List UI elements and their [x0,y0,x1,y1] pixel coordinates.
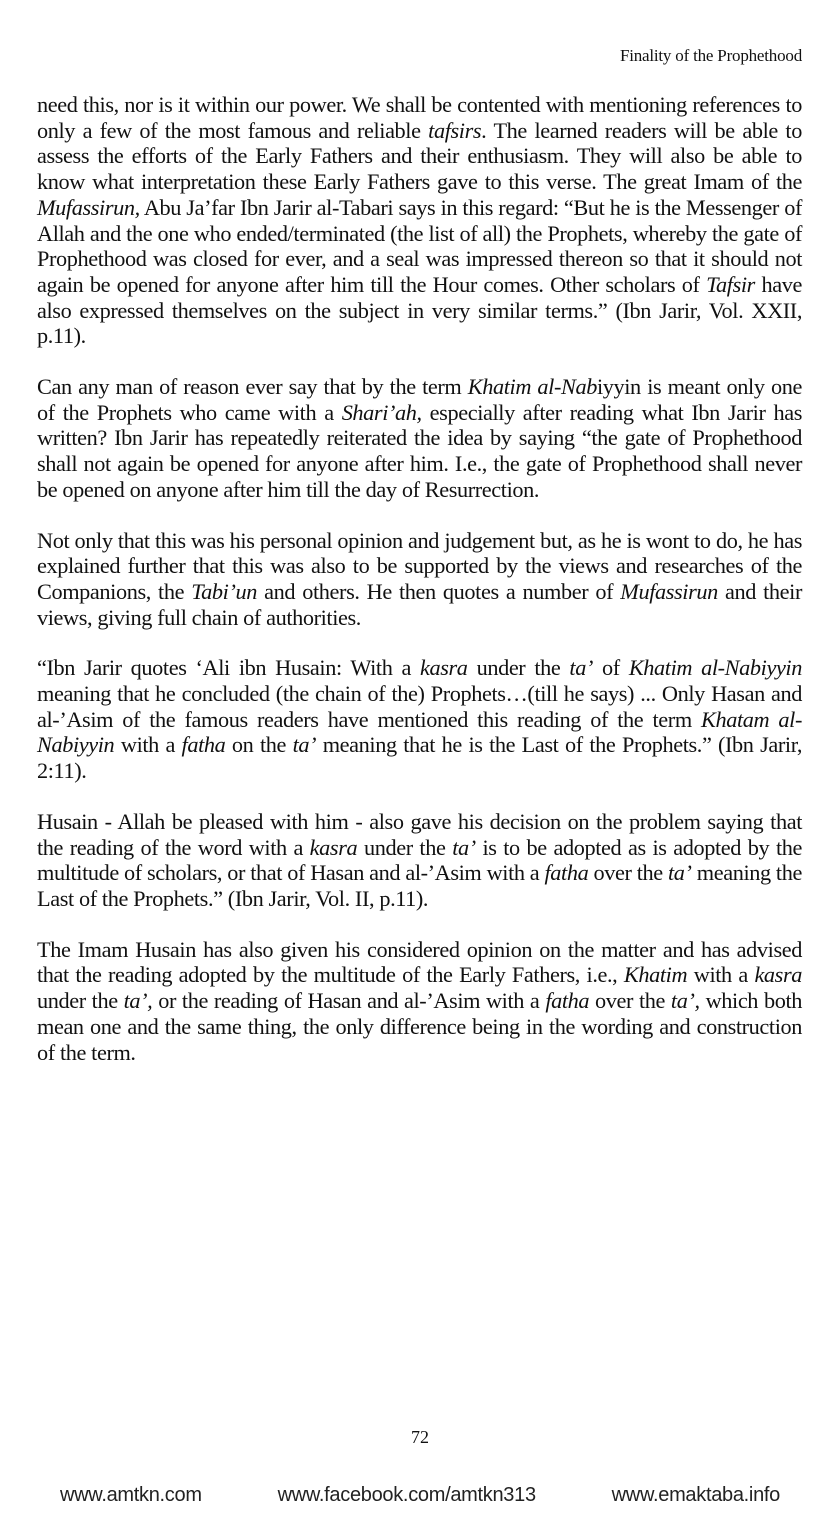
italic-term: Tafsir [706,271,755,297]
italic-term: ta’ [292,732,317,758]
footer [60,1484,780,1507]
footer-link-emaktaba[interactable]: www.emaktaba.info [611,1484,780,1506]
footer-link-facebook[interactable]: www.facebook.com/amtkn313 [277,1484,536,1506]
running-head-title: Finality of the Prophethood [619,46,802,65]
text-run: under the [467,655,570,681]
italic-term: kasra [754,962,802,988]
text-run: under the [37,988,124,1014]
italic-term: ta’ [452,834,476,860]
italic-term: Tabi’un [191,578,257,604]
text-run: Not only that this was his personal opinion and judgement but, as he is wont to do, he has explained further that this was also to be supported by the views and researches of the Companions, the [37,527,802,604]
text-run: of [593,655,629,681]
paragraph-1 [37,92,802,349]
italic-term: fatha [544,860,589,886]
italic-term: Khatim al-Nab [467,374,597,400]
text-run: or the reading of Hasan and al-’Asim with a [152,988,546,1014]
italic-term: Khatim al-Nabiyyin [628,655,802,681]
italic-term: kasra [419,655,468,681]
text-run: which both mean one and the same thing, the only difference being in the wording and construction of the term. [37,988,802,1065]
text-run: need this, nor is it within our power. We shall be contented with mentioning references to only a few of the most famous and reliable [37,92,802,143]
text-run: especially after reading what Ibn Jarir has written? Ibn Jarir has repeatedly reiterated the idea by saying “the gate of Prophethood shall not again be opened for anyone after him. I.e., the gate of Prophethood shall never be opened on anyone after him till the day of Resurrection. [37,399,802,502]
italic-term: ta’ [569,655,593,681]
page-number: 72 [411,1427,429,1447]
text-run: and their views, giving full chain of authorities. [37,578,803,630]
italic-term: Mufassirun [620,578,718,604]
italic-term: fatha [181,732,226,758]
italic-term: Khatim [623,962,688,988]
italic-term: Khatam al-Nabiyyin [37,706,802,758]
footer-link-amtkn[interactable]: www.amtkn.com [60,1484,202,1506]
text-run: over the [588,860,668,886]
text-run: under the [357,834,453,860]
text-run: with a [687,962,755,988]
paragraph-3 [37,528,802,631]
italic-term: fatha [545,988,590,1014]
italic-term: ta’, [123,988,153,1014]
text-run: meaning that he is the Last of the Prophets.” (Ibn Jarir, 2:11). [37,732,803,784]
paragraph-4 [37,655,802,784]
text-run: iyyin is meant only one of the Prophets who came with a [37,374,802,425]
text-run: meaning that he concluded (the chain of the) Prophets…(till he says) ... Only Hasan and al-’Asim of the famous readers have mentioned this reading of the term [37,681,802,732]
text-run: Husain - Allah be pleased with him - also gave his decision on the problem saying that the reading of the word with a [37,808,802,860]
text-run: The Imam Husain has also given his considered opinion on the matter and has advised that the reading adopted by the multitude of the Early Fathers, i.e., [37,936,802,988]
text-run: on the [225,732,293,758]
text-run: over the [589,988,671,1014]
body-text [37,92,802,1065]
italic-term: Shari’ah, [341,399,422,425]
text-run: have also expressed themselves on the subject in very similar terms.” (Ibn Jarir, Vol. XXII, p.11). [37,271,802,349]
paragraph-5 [37,809,802,912]
paragraph-6 [37,937,802,1066]
italic-term: kasra [309,834,358,860]
text-run: and others. He then quotes a number of [257,578,621,604]
paragraph-2 [37,374,802,503]
italic-term: ta’, [670,988,700,1014]
text-run: Can any man of reason ever say that by the term [37,374,468,400]
text-run: is to be adopted as is adopted by the multitude of scholars, or that of Hasan and al-’Asim with a [37,834,802,886]
italic-term: tafsirs [428,117,482,143]
italic-term: Mufassirun, [37,194,140,220]
text-run: “Ibn Jarir quotes ‘Ali ibn Husain: With a [37,655,420,681]
italic-term: ta’ [667,860,692,886]
text-run: meaning the Last of the Prophets.” (Ibn Jarir, Vol. II, p.11). [37,860,802,911]
text-run: Abu Ja’far Ibn Jarir al-Tabari says in this regard: “But he is the Messenger of Allah and the one who ended/terminated (the list of all) the Prophets, whereby the gate of Prophethood was closed for ever, and a seal was impressed thereon so that it should not again be opened for anyone after him till the Hour comes. Other scholars of [37,194,802,297]
text-run: with a [114,732,182,758]
text-run: . The learned readers will be able to assess the efforts of the Early Fathers and their enthusiasm. They will also be able to know what interpretation these Early Fathers gave to this verse. The great Imam of the [37,117,802,195]
